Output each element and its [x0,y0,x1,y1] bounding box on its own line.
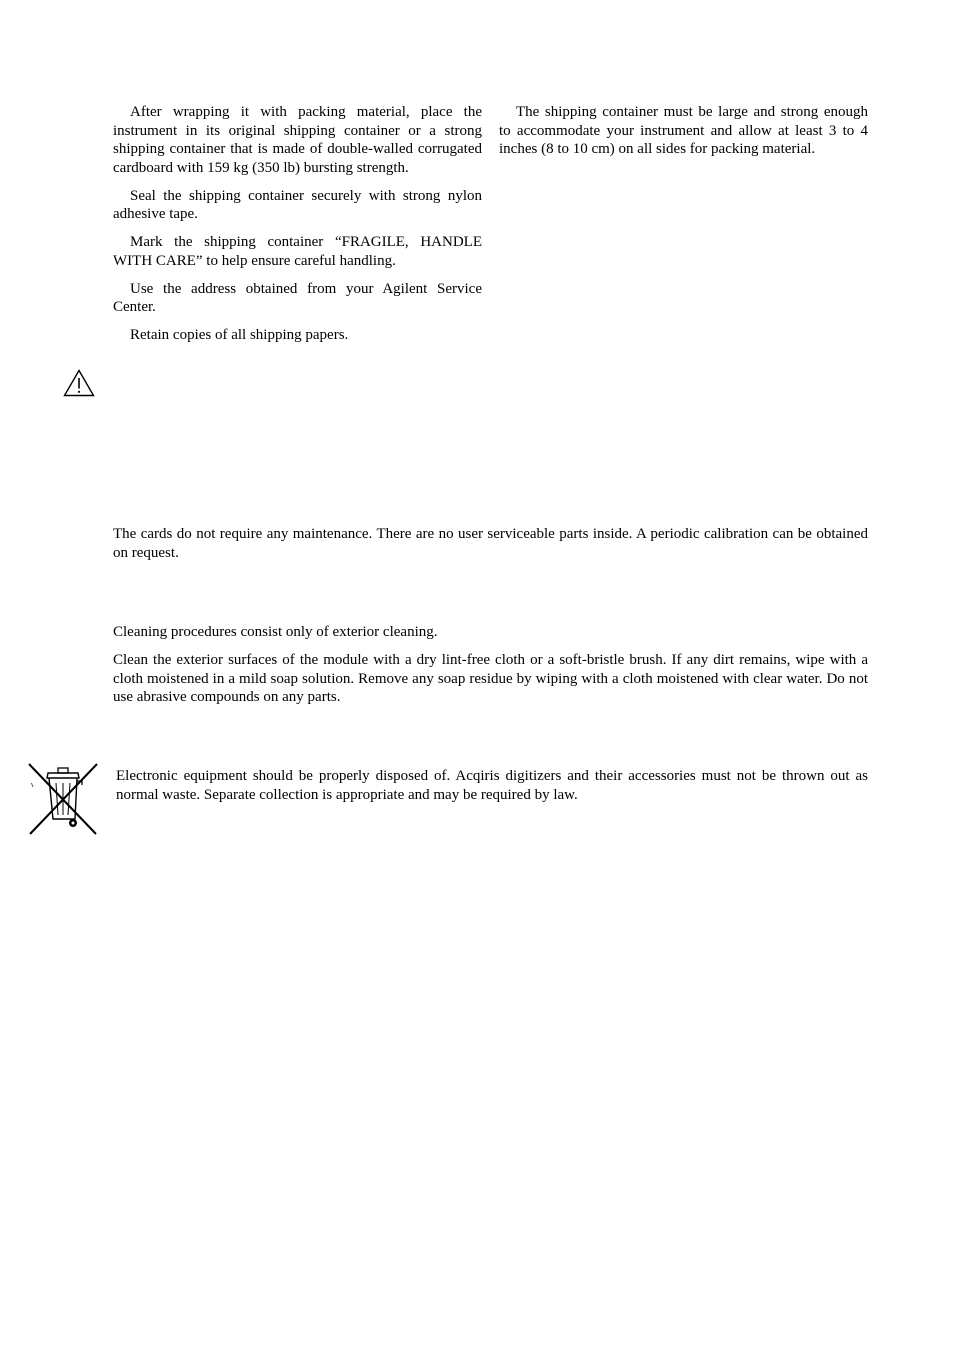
packing-paragraph-retain: Retain copies of all shipping papers. [130,327,349,343]
packing-left-column [113,103,482,354]
packing-right-column [499,103,868,168]
packing-paragraph-container-size: The shipping container must be large and strong enough to accommodate your instrument and allow at least 3 to 4 inches (8 to 10 cm) on all sides for packing material. [499,104,868,157]
cleaning-detail: Clean the exterior surfaces of the module with a dry lint-free cloth or a soft-bristle brush. If any dirt remains, wipe with a cloth moistened in a mild soap solution. Remove any soap residue by wiping with a cloth moistened with clear water. Do not use abrasive compounds on any parts. [113,652,868,705]
crossed-out-wheelie-bin-icon [26,761,100,837]
packing-paragraph-address: Use the address obtained from your Agilent Service Center. [113,280,482,315]
cleaning-section [113,623,868,716]
packing-paragraph-mark: Mark the shipping container “FRAGILE, HANDLE WITH CARE” to help ensure careful handling. [113,234,482,269]
warning-triangle-icon [63,369,95,397]
packing-paragraph-seal: Seal the shipping container securely with strong nylon adhesive tape. [113,187,482,222]
disposal-text: Electronic equipment should be properly disposed of. Acqiris digitizers and their accessories must not be thrown out as normal waste. Separate collection is appropriate and may be required by law. [116,768,868,803]
maintenance-text: The cards do not require any maintenance. There are no user serviceable parts inside. A periodic calibration can be obtained on request. [113,526,868,561]
packing-paragraph-wrap: After wrapping it with packing material, place the instrument in its original shipping container or a strong shipping container that is made of double-walled corrugated cardboard with 159 kg (350 lb) bursting strength. [113,104,482,176]
cleaning-intro: Cleaning procedures consist only of exterior cleaning. [113,624,438,640]
maintenance-section [113,525,868,572]
disposal-section [116,767,868,804]
